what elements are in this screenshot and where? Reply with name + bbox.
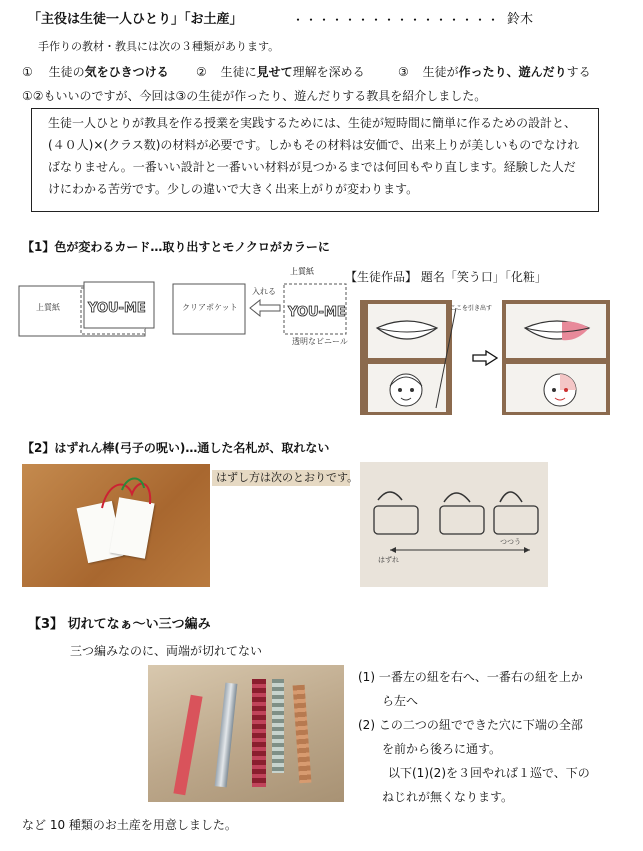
- step-1-line-b: ら左へ: [382, 694, 419, 708]
- diagram-youme: YOU-ME: [88, 301, 146, 316]
- section-3-subtitle: 三つ編みなのに、両端が切れてない: [70, 644, 263, 658]
- section-3-heading: 【3】 切れてなぁ～い三つ編み: [28, 617, 211, 632]
- info-box: [31, 108, 599, 212]
- diagram-label-pocket: クリアポケット: [182, 303, 238, 312]
- diagram-youme-2: YOU-ME: [288, 305, 346, 320]
- photo-braids: [148, 665, 344, 802]
- intro-item-1: ① 生徒の気をひきつける: [22, 65, 169, 79]
- diagram-label-vinyl: 透明なビニール: [292, 337, 348, 346]
- step-2-line-b: を前から後ろに通す。: [382, 742, 502, 756]
- intro-item-3: ③ 生徒が作ったり、遊んだりする: [398, 65, 591, 79]
- info-box-text: 生徒一人ひとりが教具を作る授業を実践するためには、生徒が短時間に簡単に作るための設計と、(４０人)×(クラス数)の材料が必要です。しかもその材料は安価で、出来上りが美しいものでなければなりません。一番いい設計と一番いい材料が見つかるまでは何回もやり直します。経験した人だけにわかる苦労です。少しの違いで大きく出来上がりが変わります。: [48, 116, 580, 196]
- intro-line: 手作りの教材・教具には次の３種類があります。: [38, 40, 280, 53]
- step-3-line-a: 以下(1)(2)を３回やれば１巡で、下の: [388, 766, 590, 780]
- diagram-label-upper: 上質紙: [36, 303, 60, 312]
- photo-name-tags: [22, 464, 210, 587]
- diagram-card: [18, 280, 158, 340]
- diagram-label-upper-2: 上質紙: [290, 267, 314, 276]
- intro-summary: ①②もいいのですが、今回は③の生徒が作ったり、遊んだりする教具を紹介しました。: [22, 89, 487, 103]
- author-name: 鈴木: [507, 12, 534, 27]
- step-2-line-a: (2) この二つの紐でできた穴に下端の全部: [358, 718, 583, 732]
- arrow-right-icon: [472, 350, 498, 366]
- photo-sketch: [360, 462, 548, 587]
- photo-works-after: [502, 300, 610, 415]
- footer-note: など 10 種類のお土産を用意しました。: [22, 818, 237, 832]
- student-works-label: 【生徒作品】 題名「笑う口」「化粧」: [345, 270, 547, 284]
- photo-works-middle: [432, 308, 462, 418]
- photo-pull-label: ここを引き出す: [450, 305, 493, 312]
- step-1-line-a: (1) 一番左の紐を右へ、一番右の紐を上か: [358, 670, 583, 684]
- diagram-label-insert: 入れる: [252, 287, 276, 296]
- diagram-pocket: [172, 278, 352, 346]
- page-title: 「主役は生徒一人ひとり」「お土産」: [28, 12, 243, 27]
- section-1-heading: 【1】色が変わるカード…取り出すとモノクロがカラーに: [22, 240, 330, 254]
- step-3-line-b: ねじれが無くなります。: [382, 790, 514, 804]
- sketch-label-hazure: はずれ: [378, 556, 399, 564]
- intro-item-2: ② 生徒に見せて理解を深める: [196, 65, 365, 79]
- sketch-label-tsutsuu: つつう: [500, 538, 521, 546]
- title-dots: ・・・・・・・・・・・・・・・・: [292, 13, 501, 27]
- section-2-heading: 【2】はずれん棒(弓子の呪い)…通した名札が、取れない: [22, 441, 330, 455]
- explanation-strip: はずし方は次のとおりです。: [212, 470, 350, 486]
